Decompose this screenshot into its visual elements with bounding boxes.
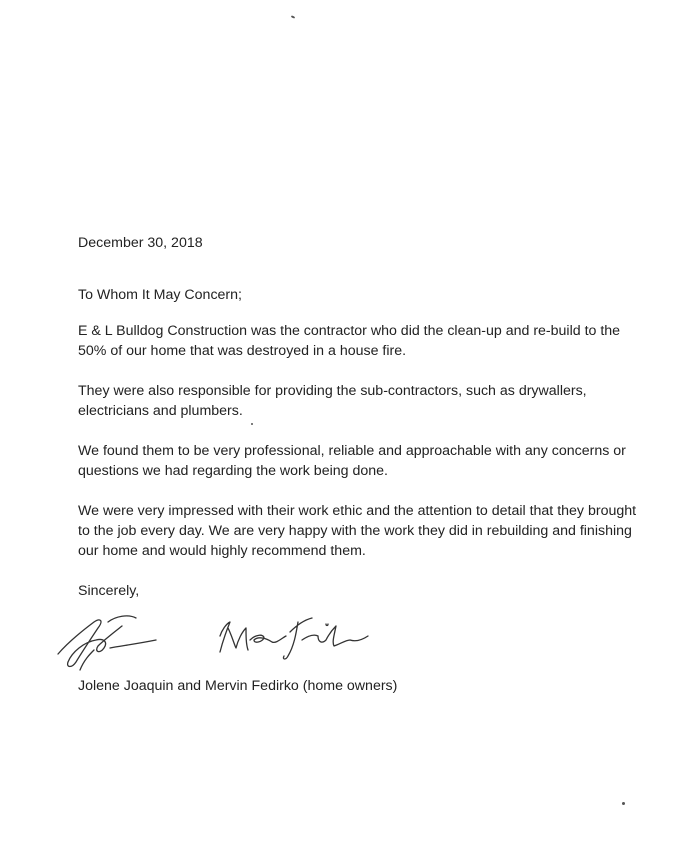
signer-names: Jolene Joaquin and Mervin Fedirko (home owners) — [78, 678, 398, 694]
scan-speck — [291, 15, 295, 19]
letter-paragraph: We found them to be very professional, reliable and approachable with any concerns or questions we had regarding the work being done. — [78, 443, 626, 479]
letter-paragraph: E & L Bulldog Construction was the contractor who did the clean-up and re-build to the 50% of our home that was destroyed in a house fire. — [78, 323, 621, 359]
letter-body — [78, 233, 638, 601]
scan-speck — [622, 802, 625, 805]
letter-paragraph: We were very impressed with their work ethic and the attention to detail that they brought to the job every day. We are very happy with the work they did in rebuilding and finishing our home and would highly recommend them. — [78, 503, 637, 559]
signature-jolene — [58, 616, 156, 667]
signature-scribbles — [50, 600, 410, 680]
signatures — [50, 600, 410, 680]
letter-closing: Sincerely, — [78, 583, 140, 599]
letter-paragraph: They were also responsible for providing the sub-contractors, such as drywallers, electricians and plumbers. — [78, 383, 587, 419]
letter-salutation: To Whom It May Concern; — [78, 287, 242, 303]
signature-mervin — [220, 618, 368, 659]
letter-date: December 30, 2018 — [78, 235, 203, 251]
